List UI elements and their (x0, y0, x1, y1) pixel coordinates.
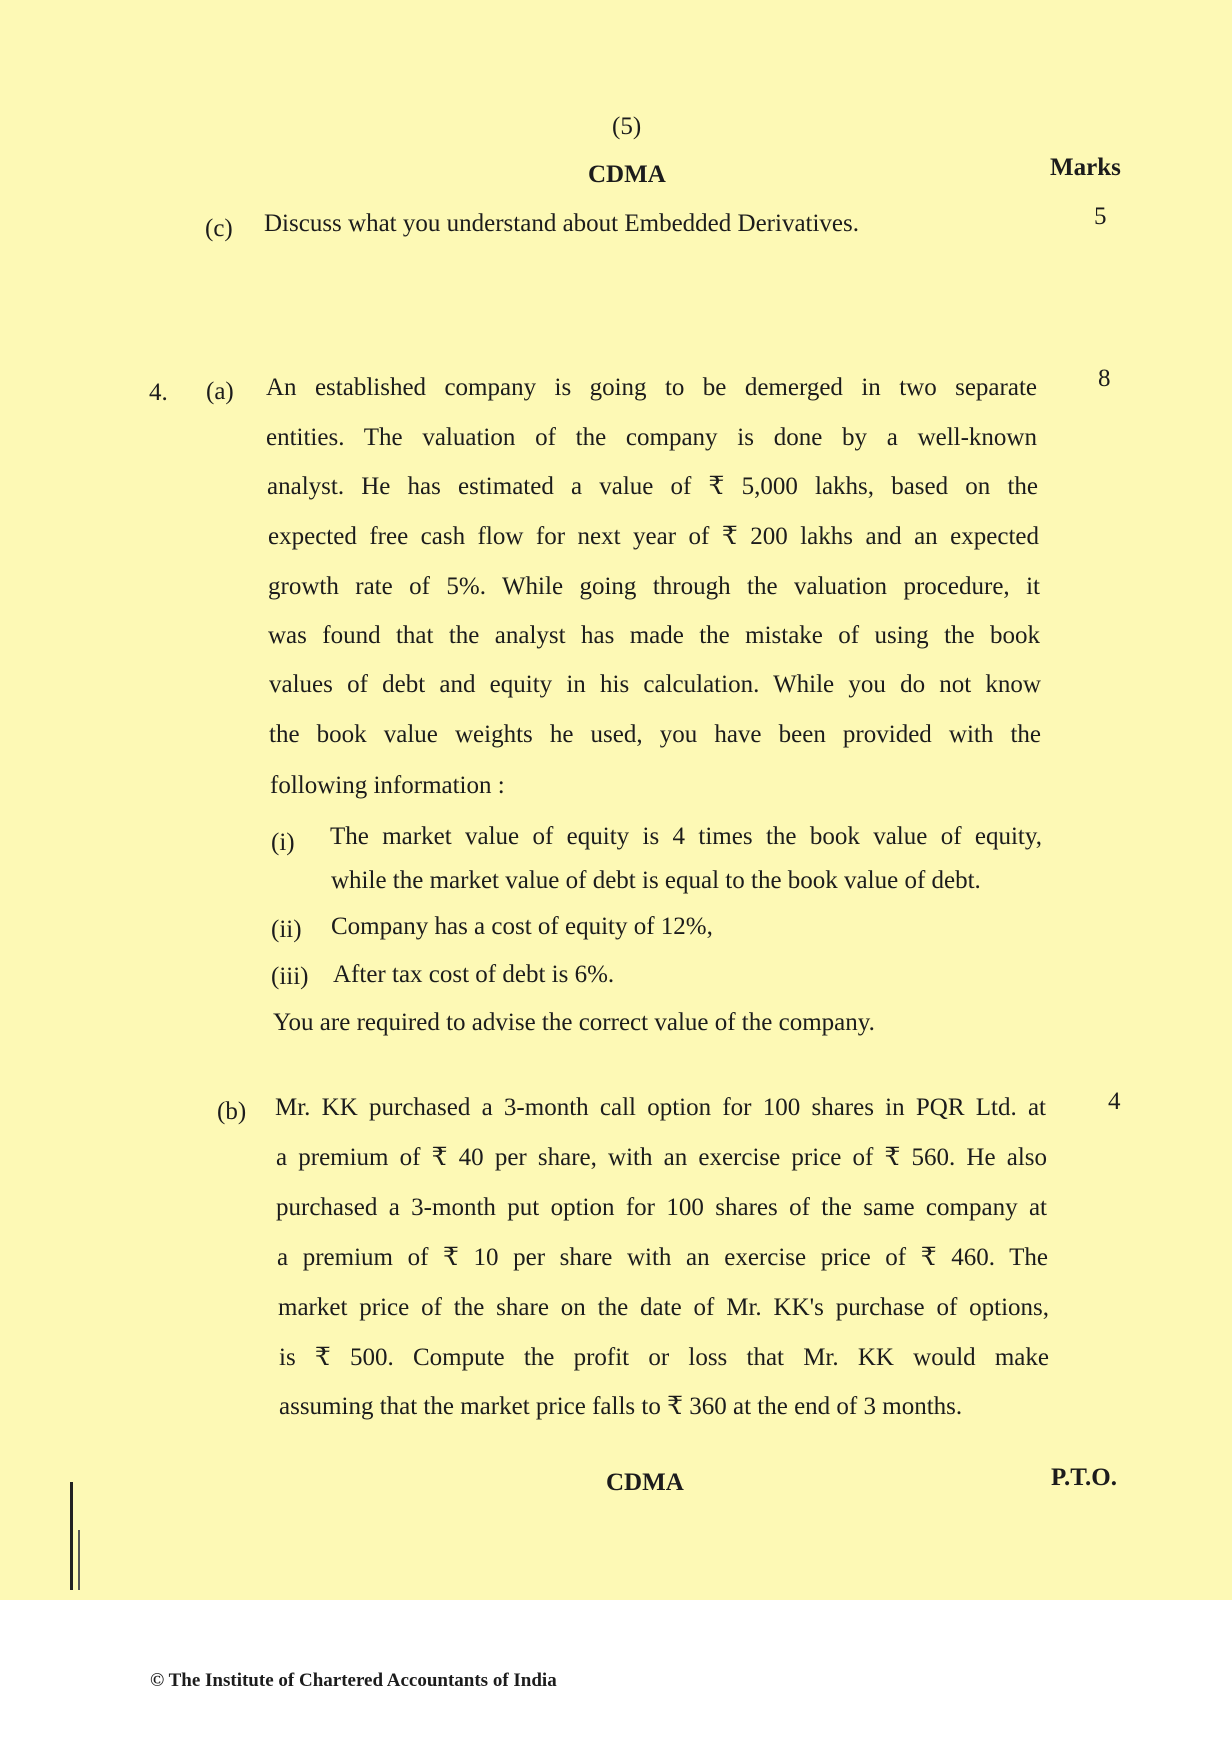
q4a-item-text: After tax cost of debt is 6%. (333, 961, 615, 988)
q4b-line: a premium of ₹ 10 per share with an exercise price of ₹ 460. The (277, 1244, 1048, 1271)
q4a-item-label: (iii) (271, 963, 309, 990)
q3c-marks: 5 (1094, 203, 1107, 230)
q4a-line: values of debt and equity in his calculation. While you do not know (269, 671, 1041, 698)
q4a-marks: 8 (1098, 365, 1111, 392)
q4a-item-text: Company has a cost of equity of 12%, (331, 913, 713, 940)
scan-edge-mark (78, 1530, 80, 1590)
scan-edge-mark (70, 1482, 73, 1590)
marks-heading: Marks (1050, 154, 1121, 181)
q4a-line: the book value weights he used, you have been provided with the (269, 721, 1041, 748)
q4a-conclusion: You are required to advise the correct value of the company. (273, 1009, 875, 1036)
q4a-line: was found that the analyst has made the mistake of using the book (268, 622, 1040, 649)
q4b-line: a premium of ₹ 40 per share, with an exercise price of ₹ 560. He also (276, 1144, 1047, 1171)
q4a-item-text: The market value of equity is 4 times the book value of equity, (330, 823, 1042, 850)
q4b-line: Mr. KK purchased a 3-month call option for 100 shares in PQR Ltd. at (275, 1094, 1046, 1121)
q4a-line: analyst. He has estimated a value of ₹ 5,000 lakhs, based on the (267, 473, 1038, 500)
q4a-item-label: (ii) (271, 916, 302, 943)
q4a-line: growth rate of 5%. While going through the valuation procedure, it (268, 573, 1040, 600)
pto-label: P.T.O. (1051, 1464, 1117, 1491)
q4a-line: entities. The valuation of the company is done by a well-known (266, 424, 1037, 451)
q4a-line: expected free cash flow for next year of ₹ 200 lakhs and an expected (268, 523, 1039, 550)
q3c-label: (c) (205, 215, 233, 242)
copyright-notice: © The Institute of Chartered Accountants of India (150, 1670, 557, 1691)
q4b-line: purchased a 3-month put option for 100 shares of the same company at (276, 1194, 1047, 1221)
q4b-line: market price of the share on the date of Mr. KK's purchase of options, (278, 1294, 1049, 1321)
paper-code-header: CDMA (588, 161, 666, 188)
q4a-item-label: (i) (271, 829, 295, 856)
page-number: (5) (612, 113, 642, 140)
q4b-marks: 4 (1108, 1088, 1121, 1115)
q4a-item-text: while the market value of debt is equal to the book value of debt. (331, 867, 981, 894)
q4a-line: following information : (270, 772, 505, 799)
q4a-label: (a) (206, 378, 234, 405)
q4-number: 4. (149, 379, 168, 406)
paper-code-footer: CDMA (606, 1469, 684, 1496)
q3c-text: Discuss what you understand about Embedded Derivatives. (264, 210, 860, 237)
q4b-line: is ₹ 500. Compute the profit or loss that Mr. KK would make (279, 1344, 1049, 1371)
q4a-line: An established company is going to be demerged in two separate (266, 374, 1037, 401)
q4b-label: (b) (217, 1098, 247, 1125)
q4b-line: assuming that the market price falls to ₹ 360 at the end of 3 months. (279, 1393, 963, 1420)
